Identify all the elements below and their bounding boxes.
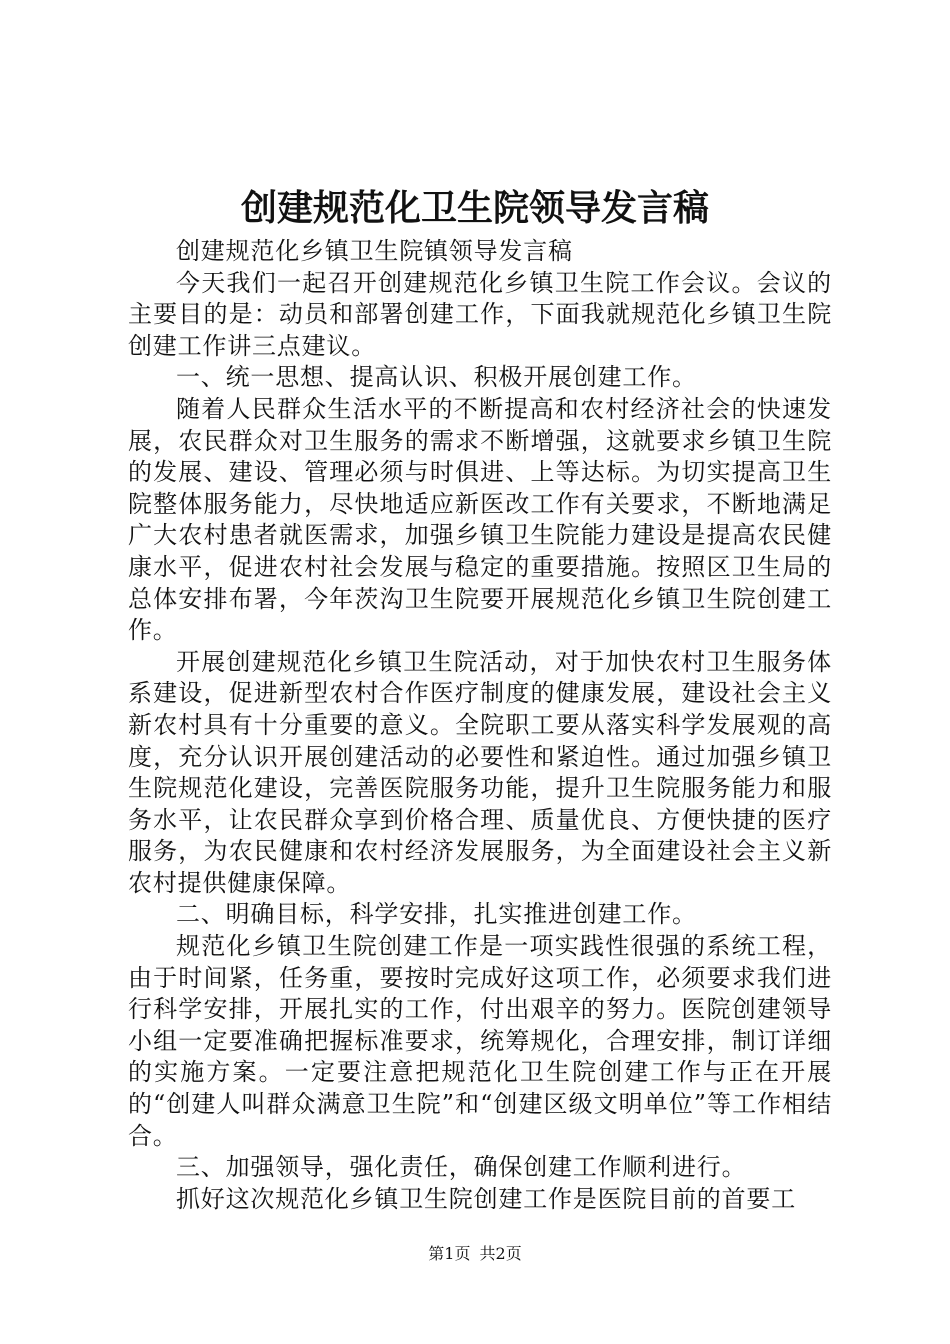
section-heading-3: 三、加强领导，强化责任，确保创建工作顺利进行。 — [176, 1153, 747, 1182]
document-title: 创建规范化卫生院领导发言稿 — [240, 188, 709, 229]
document-body — [128, 236, 832, 1215]
paragraph: 规范化乡镇卫生院创建工作是一项实践性很强的系统工程，由于时间紧，任务重，要按时完成好这项工作，必须要求我们进行科学安排，开展扎实的工作，付出艰辛的努力。医院创建领导小组一定要准确把握标准要求，统筹规化，合理安排，制订详细的实施方案。一定要注意把规范化卫生院创建工作与正在开展的“创建人叫群众满意卫生院”和“创建区级文明单位”等工作相结合。 — [128, 932, 832, 1150]
paragraph: 开展创建规范化乡镇卫生院活动，对于加快农村卫生服务体系建设，促进新型农村合作医疗制度的健康发展，建设社会主义新农村具有十分重要的意义。全院职工要从落实科学发展观的高度，充分认识开展创建活动的必要性和紧迫性。通过加强乡镇卫生院规范化建设，完善医院服务功能，提升卫生院服务能力和服务水平，让农民群众享到价格合理、质量优良、方便快捷的医疗服务，为农民健康和农村经济发展服务，为全面建设社会主义新农村提供健康保障。 — [128, 647, 832, 897]
paragraph-subtitle: 创建规范化乡镇卫生院镇领导发言稿 — [176, 237, 573, 265]
section-heading-2: 二、明确目标，科学安排，扎实推进创建工作。 — [176, 900, 697, 929]
page-footer — [0, 1243, 950, 1265]
page-total: 共2页 — [479, 1244, 522, 1263]
paragraph: 随着人民群众生活水平的不断提高和农村经济社会的快速发展，农民群众对卫生服务的需求不断增强，这就要求乡镇卫生院的发展、建设、管理必须与时俱进、上等达标。为切实提高卫生院整体服务能力，尽快地适应新医改工作有关要求，不断地满足广大农村患者就医需求，加强乡镇卫生院能力建设是提高农民健康水平，促进农村社会发展与稳定的重要措施。按照区卫生局的总体安排布署，今年茨沟卫生院要开展规范化乡镇卫生院创建工作。 — [128, 394, 832, 645]
paragraph-intro: 今天我们一起召开创建规范化乡镇卫生院工作会议。会议的主要目的是：动员和部署创建工作，下面我就规范化乡镇卫生院创建工作讲三点建议。 — [128, 268, 832, 360]
page-number: 第1页 — [428, 1244, 471, 1263]
paragraph: 抓好这次规范化乡镇卫生院创建工作是医院目前的首要工 — [176, 1184, 796, 1213]
section-heading-1: 一、统一思想、提高认识、积极开展创建工作。 — [176, 363, 697, 392]
